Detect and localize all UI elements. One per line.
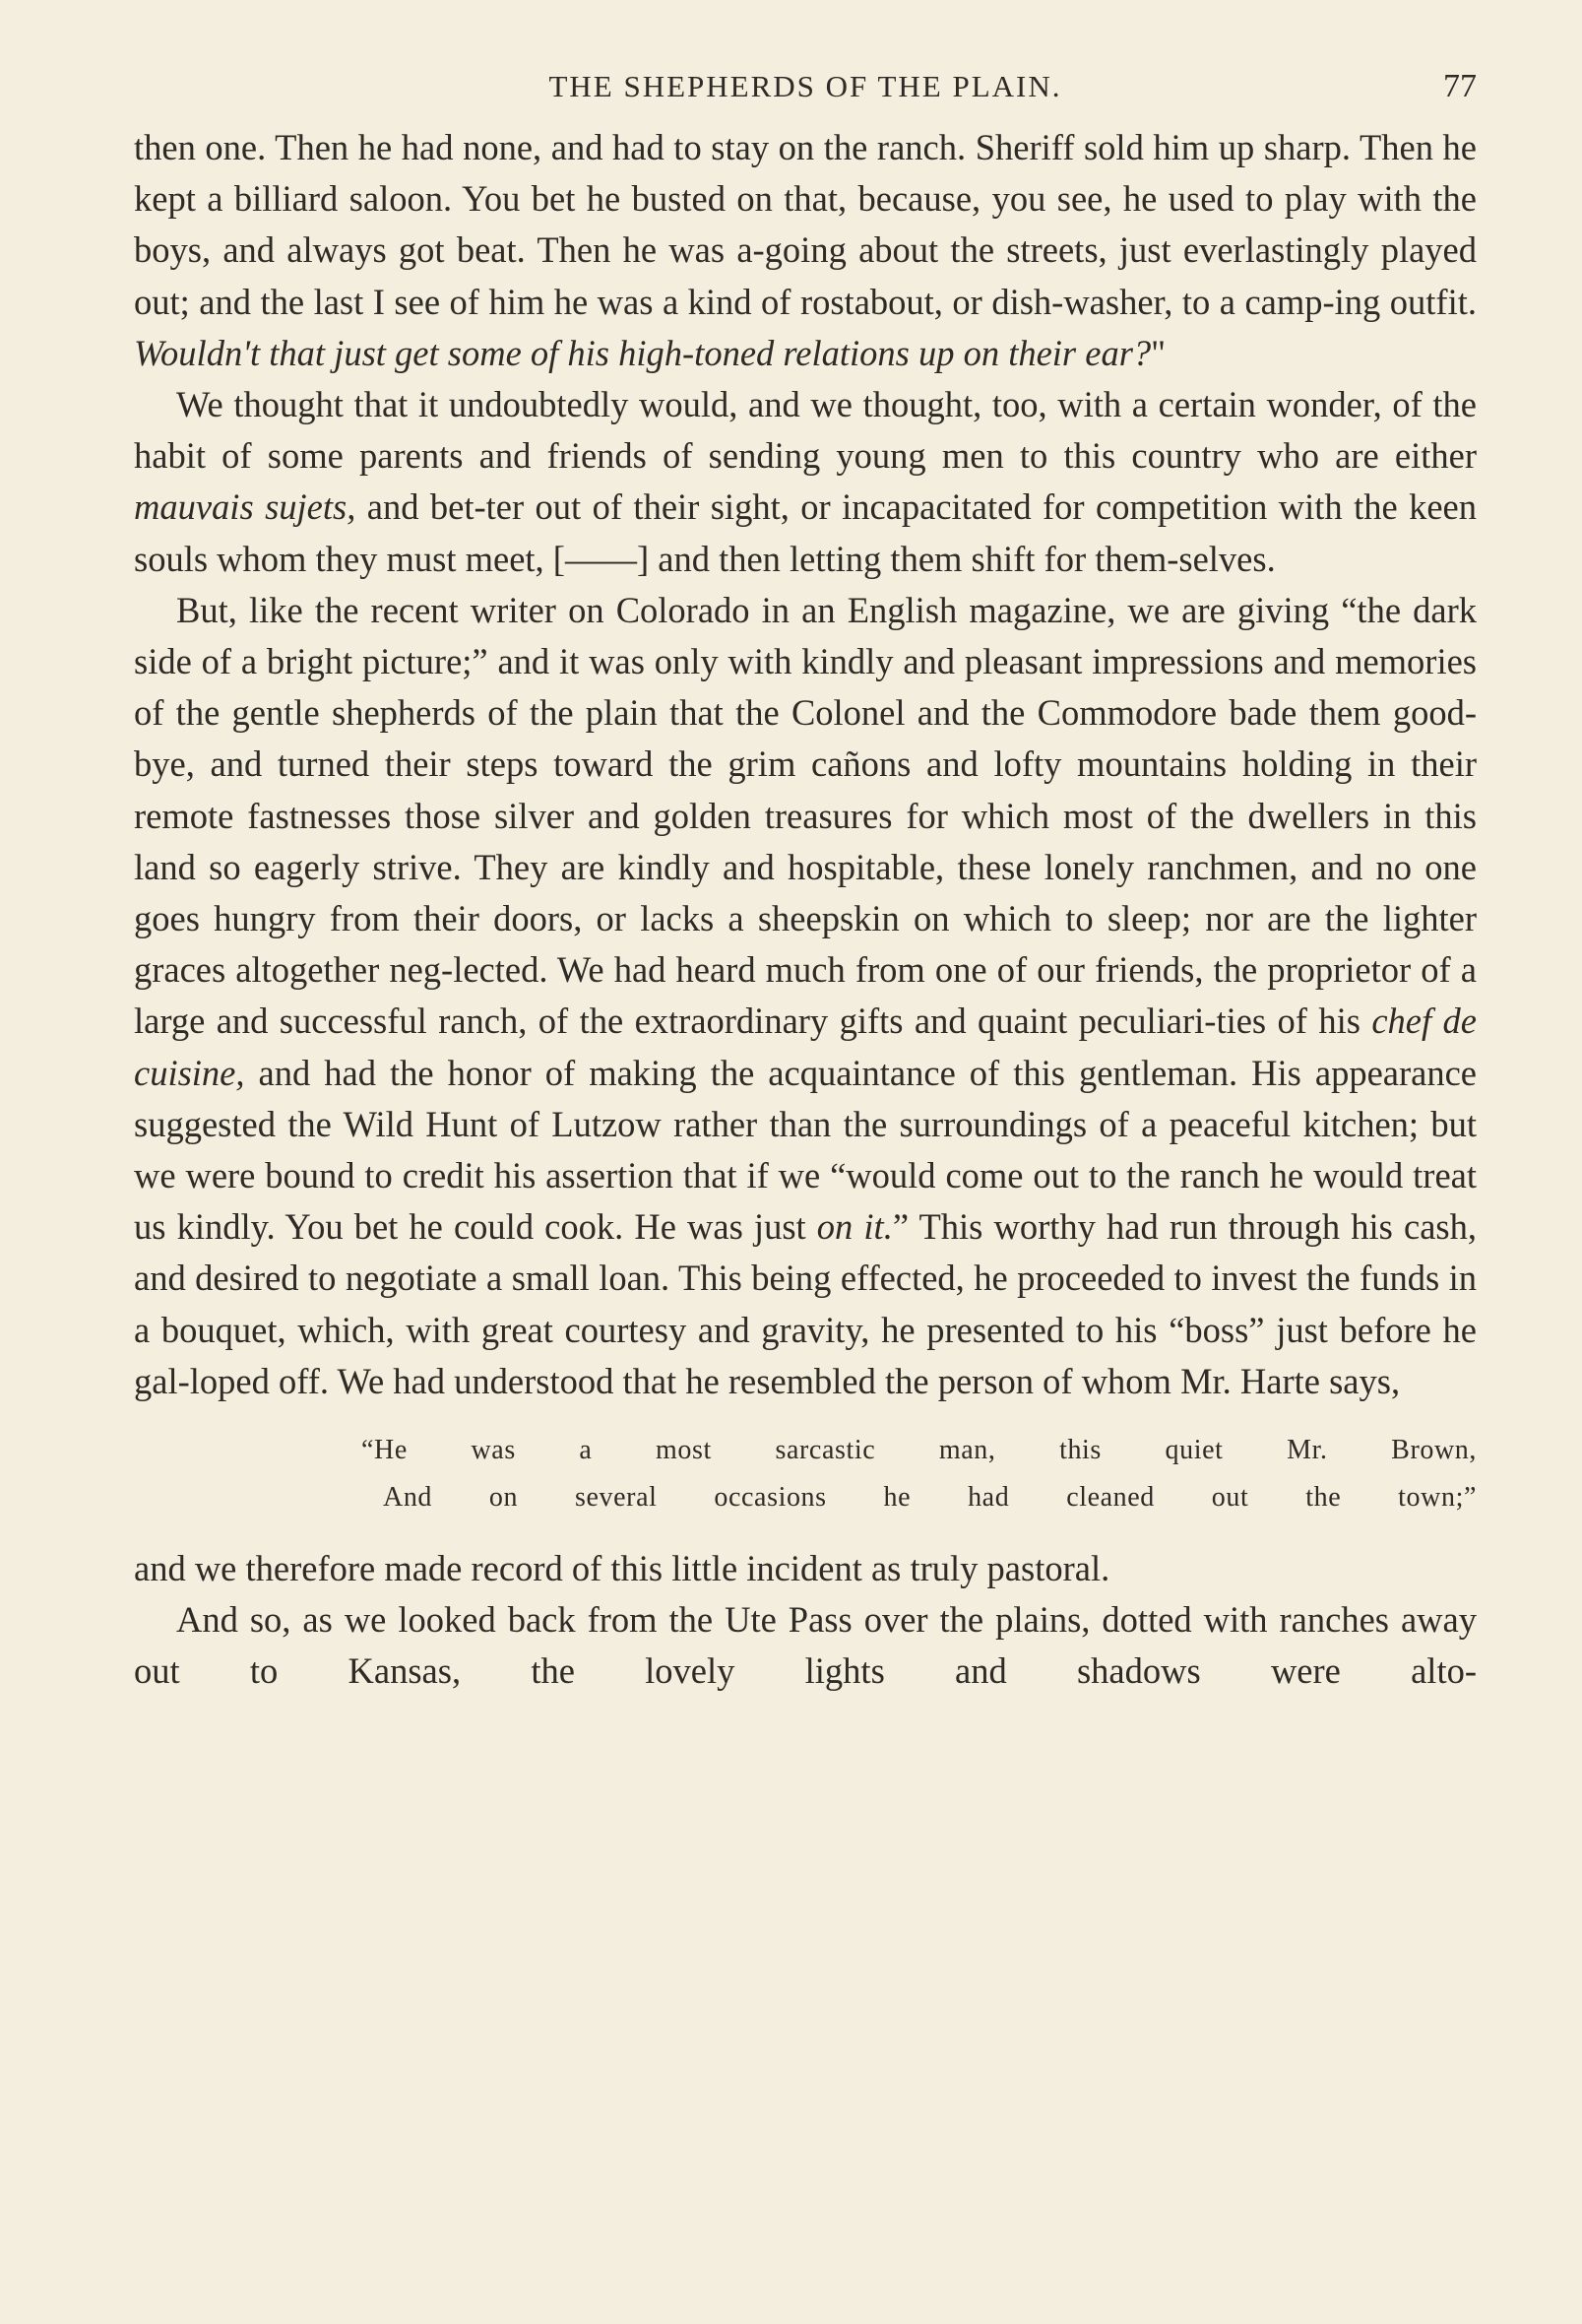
paragraph-1-text: then one. Then he had none, and had to stay on the ranch. Sheriff sold him up sharp. Then he kept a billiard saloon. You bet he busted on that, because, you see, he used to play with the boys, and always got beat. Then he was a-going about the streets, just everlastingly played out; and the last I see of him he was a kind of rostabout, or dish-washer, to a camp-ing outfit. <box>134 127 1477 322</box>
paragraph-3 <box>134 585 1477 1407</box>
running-title: THE SHEPHERDS OF THE PLAIN. <box>548 69 1062 103</box>
paragraph-2-italic: mauvais sujets, <box>134 486 356 528</box>
page-number: 77 <box>1443 68 1477 104</box>
paragraph-2-text-a: We thought that it undoubtedly would, and we thought, too, with a certain wonder, of the habit of some parents and friends of sending young men to this country who are either <box>134 384 1477 477</box>
verse-line-1: “He was a most sarcastic man, this quiet Mr. Brown, <box>361 1435 1477 1466</box>
paragraph-3-italic-on-it: on it. <box>816 1206 893 1248</box>
paragraph-2 <box>134 379 1477 585</box>
paragraph-3-italic-chef: chef de cuisine, <box>134 1001 1477 1093</box>
paragraph-3-text-b: and had the honor of making the acquaintance of this gentleman. His appearance suggested the Wild Hunt of Lutzow rather than the surroundings of a peaceful kitchen; but we were bound to credit his assertion that if we “would come out to the ranch he would treat us kindly. You bet he could cook. He was just <box>134 1052 1477 1248</box>
paragraph-1 <box>134 122 1477 379</box>
paragraph-3-text-c: ” This worthy had run through his cash, and desired to negotiate a small loan. This being effected, he proceeded to invest the funds in a bouquet, which, with great courtesy and gravity, he presented to his “boss” just before he gal-loped off. We had understood that he resembled the person of whom Mr. Harte says, <box>134 1206 1477 1401</box>
body-text <box>134 122 1477 1698</box>
paragraph-1-italic-quote: Wouldn't that just get some of his high-toned relations up on their ear? <box>134 332 1152 373</box>
paragraph-5: And so, as we looked back from the Ute Pass over the plains, dotted with ranches away out to Kansas, the lovely lights and shadows were alto- <box>134 1599 1477 1692</box>
paragraph-3-text-a: But, like the recent writer on Colorado in an English magazine, we are giving “the dark side of a bright picture;” and it was only with kindly and pleasant impressions and memories of the gentle shepherds of the plain that the Colonel and the Commodore bade them good-bye, and turned their steps toward the grim cañons and lofty mountains holding in their remote fastnesses those silver and golden treasures for which most of the dwellers in this land so eagerly strive. They are kindly and hospitable, these lonely ranchmen, and no one goes hungry from their doors, or lacks a sheepskin on which to sleep; nor are the lighter graces altogether neg-lected. We had heard much from one of our friends, the proprietor of a large and successful ranch, of the extraordinary gifts and quaint peculiari-ties of his <box>134 589 1477 1042</box>
verse-quote <box>361 1427 1477 1521</box>
verse-line-2: And on several occasions he had cleaned out the town;” <box>383 1482 1477 1514</box>
paragraph-1-close-quote: " <box>1151 332 1167 373</box>
paragraph-2-text-b: and bet-ter out of their sight, or incapacitated for competition with the keen souls whom they must meet, [——] and then letting them shift for them-selves. <box>134 486 1477 579</box>
book-page <box>134 57 1477 1698</box>
paragraph-4: and we therefore made record of this little incident as truly pastoral. <box>134 1548 1110 1589</box>
running-head <box>134 57 1477 116</box>
